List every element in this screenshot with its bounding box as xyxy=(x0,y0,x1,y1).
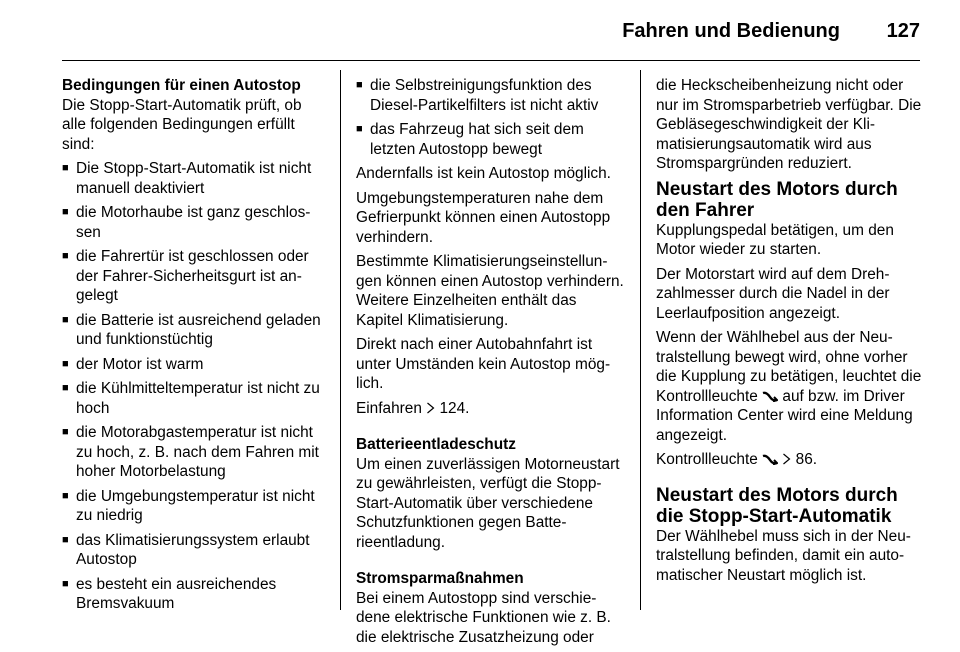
reference-text: Einfahren xyxy=(356,399,422,417)
paragraph-with-indicator: Wenn der Wählhebel aus der Neutralstellung bewegt wird, ohne vorher die Kupplung zu betätigen, leuchtet die Kontrollleuchte auf bzw. im Driver Information Center wird eine Meldung angezeigt. xyxy=(656,329,922,444)
paragraph: Um einen zuverlässigen Motorneustart zu gewährleisten, verfügt die Stopp-Start-Automatik über verschiedene Schutzfunktionen gegen Batterieentladung. xyxy=(356,455,620,551)
conditions-list xyxy=(62,159,324,614)
paragraph: Der Motorstart wird auf dem Drehzahlmesser durch die Nadel in der Leerlaufposition angezeigt. xyxy=(656,265,890,322)
reference-link[interactable]: 86. xyxy=(795,451,818,468)
list-item: ■ die Fahrertür ist geschlossen oder der Fahrer-Sicherheitsgurt ist angelegt xyxy=(62,247,324,306)
heading-restart-by-system: Neustart des Motors durch die Stopp-Start-Automatik xyxy=(656,484,898,527)
header-rule xyxy=(62,60,920,61)
paragraph: Umgebungstemperaturen nahe dem Gefrierpunkt können einen Autostopp verhindern. xyxy=(356,189,611,246)
heading-restart-by-driver: Neustart des Motors durch den Fahrer xyxy=(656,178,898,221)
column-divider xyxy=(340,70,341,610)
list-item: ■ der Motor ist warm xyxy=(62,355,324,375)
autostop-indicator-icon xyxy=(762,390,778,402)
list-item: ■ die Selbstreinigungsfunktion des Diesel-Partikelfilters ist nicht aktiv xyxy=(356,76,624,115)
paragraph: Der Wählhebel muss sich in der Neutralstellung befinden, damit ein automatischer Neustart möglich ist. xyxy=(656,527,911,584)
paragraph: Die Stopp-Start-Automatik prüft, ob alle folgenden Bedingungen erfüllt sind: xyxy=(62,96,302,153)
list-item: ■ die Motorabgastemperatur ist nicht zu hoch, z. B. nach dem Fahren mit hoher Motorbelastung xyxy=(62,423,324,482)
paragraph: die Heckscheibenheizung nicht oder nur im Stromsparbetrieb verfügbar. Die Gebläsegeschwindigkeit der Klimatisierungsautomatik wird aus Stromspargründen reduziert. xyxy=(656,77,922,172)
list-item: ■ das Fahrzeug hat sich seit dem letzten Autostopp bewegt xyxy=(356,120,624,159)
section-title: Fahren und Bedienung xyxy=(622,20,840,42)
list-item: ■ Die Stopp-Start-Automatik ist nicht manuell deaktiviert xyxy=(62,159,324,198)
subheading-autostop-conditions: Bedingungen für einen Autostop xyxy=(62,77,301,94)
paragraph: Direkt nach einer Autobahnfahrt ist unter Umständen kein Autostop möglich. xyxy=(356,336,611,392)
column-left xyxy=(62,76,324,619)
list-item: ■ das Klimatisierungssystem erlaubt Autostop xyxy=(62,531,324,570)
column-middle xyxy=(356,76,624,652)
paragraph: Bei einem Autostopp sind verschiedene elektrische Funktionen wie z. B. die elektrische Zusatzheizung oder xyxy=(356,589,611,646)
paragraph-reference xyxy=(356,399,624,419)
paragraph: Kupplungspedal betätigen, um den Motor wieder zu starten. xyxy=(656,221,894,258)
list-item: ■ die Umgebungstemperatur ist nicht zu niedrig xyxy=(62,487,324,526)
autostop-indicator-icon xyxy=(762,453,778,465)
reference-arrow-icon xyxy=(426,402,435,414)
reference-link[interactable]: 124. xyxy=(439,399,470,417)
paragraph: Andernfalls ist kein Autostop möglich. xyxy=(356,165,611,182)
page-header xyxy=(0,0,960,62)
column-right xyxy=(656,76,924,590)
subheading-battery-protection: Batterieentladeschutz xyxy=(356,436,516,453)
subheading-power-saving: Stromsparmaßnahmen xyxy=(356,570,524,587)
paragraph-reference: Kontrollleuchte 86. xyxy=(656,451,818,468)
list-item: ■ die Motorhaube ist ganz geschlossen xyxy=(62,203,324,242)
reference-arrow-icon xyxy=(782,453,791,465)
list-item: ■ die Batterie ist ausreichend geladen und funktionstüchtig xyxy=(62,311,324,350)
paragraph: Bestimmte Klimatisierungseinstellungen können einen Autostop verhindern. Weitere Einzelheiten enthält das Kapitel Klimatisierung. xyxy=(356,253,624,329)
page-number: 127 xyxy=(886,20,920,42)
conditions-list-continued xyxy=(356,76,624,159)
list-item: ■ es besteht ein ausreichendes Bremsvakuum xyxy=(62,575,324,614)
column-divider xyxy=(640,70,641,610)
list-item: ■ die Kühlmitteltemperatur ist nicht zu hoch xyxy=(62,379,324,418)
